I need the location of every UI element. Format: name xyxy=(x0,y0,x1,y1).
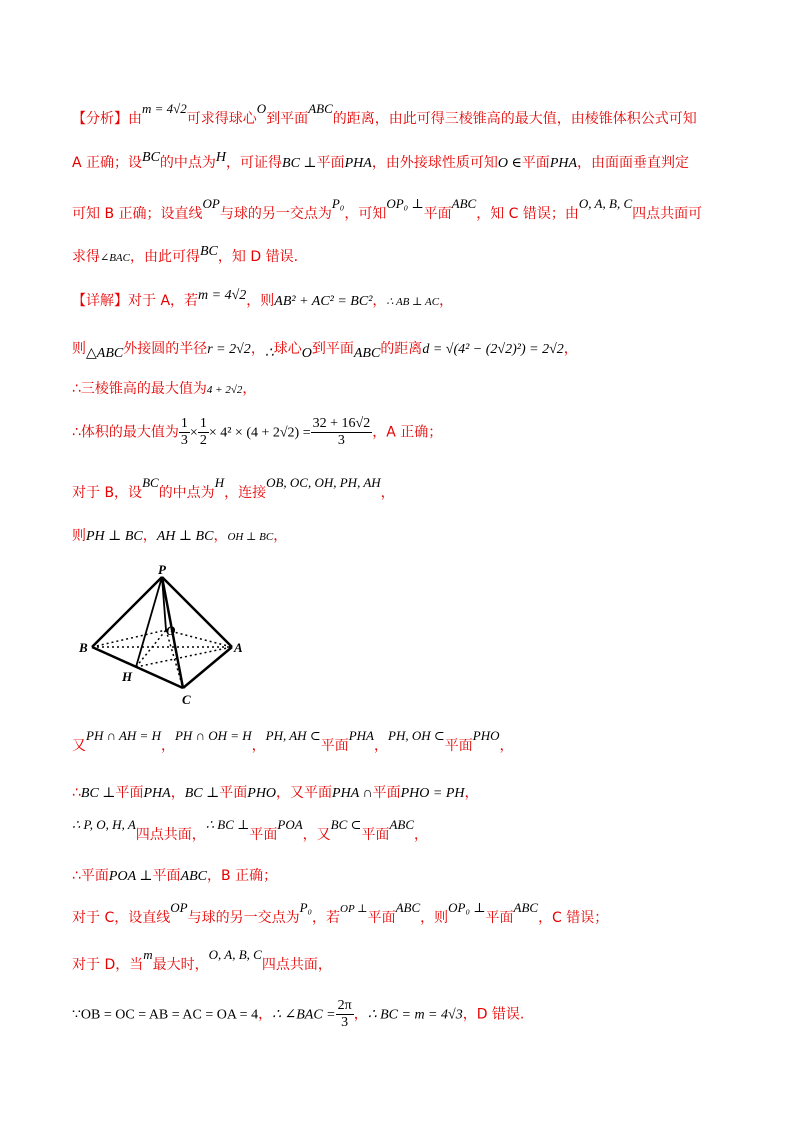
analysis-line-2: A 正确；设BC的中点为H，可证得BC ⊥平面PHA，由外接球性质可知O ∈平面PHA，由面面垂直判定 xyxy=(72,150,690,171)
detail-a-line-2: 则△ABC外接圆的半径r = 2√2，∴球心O到平面ABC的距离d = √(4² − (2√2)²) = 2√2， xyxy=(72,341,578,361)
detail-c-line-1: 对于 C，设直线OP与球的另一交点为P₀，若$^{OP \perp}$平面ABC，则OP₀ ⊥平面ABC，C 错误； xyxy=(72,900,609,926)
label-a: A xyxy=(234,640,243,655)
edge-bc xyxy=(92,647,183,688)
detail-b-line-2: 则PH ⊥ BC，AH ⊥ BC，OH ⊥ BC， xyxy=(72,528,288,544)
fraction-volume: $\frac{32 + 16√2}{3}$ xyxy=(312,416,371,448)
detail-b-line-5: ∴ P, O, H, A四点共面，∴ BC ⊥平面POA，又BC ⊂平面ABC， xyxy=(72,817,428,843)
detail-b-line-4: ∴BC ⊥平面PHA，BC ⊥平面PHO，又平面PHA ∩平面PHO = PH， xyxy=(72,785,479,801)
edge-ha-dotted xyxy=(136,647,232,667)
pyramid-figure xyxy=(70,560,260,710)
analysis-line-4: 求得∠BAC，由此可得BC，知 D 错误. xyxy=(72,244,299,265)
detail-label: 【详解】 xyxy=(72,293,128,309)
analysis-label: 【分析】 xyxy=(72,111,128,127)
detail-b-line-6: ∴平面POA ⊥平面ABC，B 正确； xyxy=(72,868,278,884)
detail-d-line-2: ∵OB = OC = AB = AC = OA = 4，∴ ∠BAC = $\frac{2\pi}{3}$ ，∴ BC = m = 4√3，D 错误. xyxy=(72,998,525,1030)
analysis-line-3: 可知 B 正确；设直线OP与球的另一交点为P₀，可知OP₀ ⊥平面ABC，知 C 错误；由O, A, B, C四点共面可 xyxy=(72,196,703,222)
detail-a-line-3: ∴三棱锥高的最大值为4 + 2√2， xyxy=(72,381,257,397)
detail-b-line-1: 对于 B，设BC的中点为H，连接OB, OC, OH, PH, AH， xyxy=(72,475,395,501)
label-p: P xyxy=(158,562,166,577)
fraction-one-half: $\frac{1}{2}$ xyxy=(199,416,207,448)
analysis-line-1: 【分析】由m = 4√2可求得球心O到平面ABC的距离，由此可得三棱锥高的最大值，由棱锥体积公式可知 xyxy=(72,101,697,127)
detail-a-line-4: ∴体积的最大值为 $\frac{1}{3}$ × $\frac{1}{2}$ × 4² × (4 + 2√2) = $\frac{32 + 16√2}{3}$ ，A 正确； xyxy=(72,416,443,448)
edge-ac xyxy=(183,647,232,688)
detail-a-line-1: 【详解】对于 A，若m = 4√2，则AB² + AC² = BC²，∴ AB ⊥ AC， xyxy=(72,288,454,309)
label-b: B xyxy=(79,640,88,655)
edge-bo-dotted xyxy=(92,630,166,647)
label-h: H xyxy=(122,669,133,684)
fraction-one-third: $\frac{1}{3}$ xyxy=(180,416,188,448)
fraction-two-pi-thirds: $\frac{2\pi}{3}$ xyxy=(337,998,352,1030)
detail-d-line-1: 对于 D，当m最大时，O, A, B, C四点共面， xyxy=(72,947,332,973)
label-o: O xyxy=(166,623,176,638)
detail-b-line-3: 又PH ∩ AH = H，PH ∩ OH = H，PH, AH ⊂平面PHA，PH, OH ⊂平面PHO， xyxy=(72,728,514,754)
label-c: C xyxy=(182,692,191,707)
